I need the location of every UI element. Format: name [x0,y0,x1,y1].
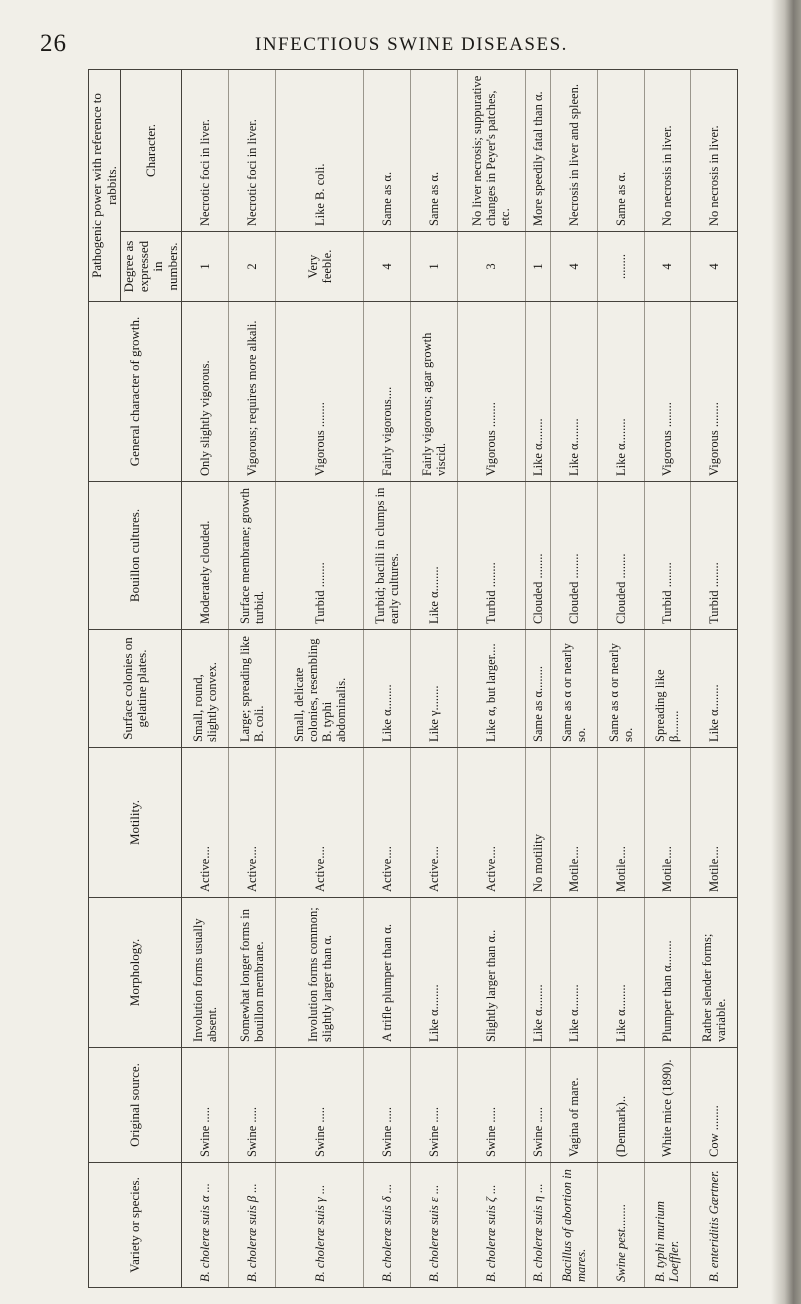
cell-degree: 4 [644,232,691,302]
cell-colonies: Like γ........ [411,630,458,748]
cell-variety: B. choleræ suis β ... [228,1163,275,1288]
cell-motility: Active.... [411,748,458,898]
cell-variety: Swine pest........ [597,1163,644,1288]
table-row [644,69,691,1287]
cell-character: More speedily fatal than α. [525,69,551,231]
cell-variety: B. choleræ suis ζ ... [457,1163,525,1288]
cell-colonies: Small, round, slightly convex. [182,630,229,748]
table-row [182,69,229,1287]
cell-colonies: Like α, but larger.... [457,630,525,748]
cell-degree: 2 [228,232,275,302]
cell-morphology: Involution forms usually absent. [182,898,229,1048]
cell-morphology: Slightly larger than α.. [457,898,525,1048]
cell-morphology: A trifle plumper than α. [364,898,411,1048]
cell-character: Same as α. [364,69,411,231]
cell-morphology: Like α........ [525,898,551,1048]
cell-degree: 1 [525,232,551,302]
cell-source: Vagina of mare. [551,1048,598,1163]
cell-growth: Fairly vigorous.... [364,302,411,482]
cell-morphology: Like α........ [597,898,644,1048]
cell-bouillon: Turbid ........ [457,482,525,630]
cell-variety: B. choleræ suis δ ... [364,1163,411,1288]
cell-growth: Like α........ [525,302,551,482]
cell-variety: B. typhi murium Loeffler. [644,1163,691,1288]
cell-growth: Like α........ [551,302,598,482]
comparison-table [88,69,738,1288]
table-row [525,69,551,1287]
cell-bouillon: Surface membrane; growth turbid. [228,482,275,630]
header-motility: Motility. [89,748,182,898]
cell-character: No liver necrosis; suppurative changes in Peyer's patches, etc. [457,69,525,231]
header-bouillon: Bouillon cultures. [89,482,182,630]
cell-character: Same as α. [597,69,644,231]
cell-degree: 4 [364,232,411,302]
cell-growth: Vigorous ........ [691,302,738,482]
header-morphology: Morphology. [89,898,182,1048]
cell-variety: B. choleræ suis η ... [525,1163,551,1288]
table-row [551,69,598,1287]
cell-source: Swine ..... [275,1048,364,1163]
cell-growth: Vigorous ........ [457,302,525,482]
cell-motility: Motile.... [597,748,644,898]
cell-character: Necrotic foci in liver. [182,69,229,231]
cell-character: No necrosis in liver. [691,69,738,231]
cell-morphology: Rather slender forms; variable. [691,898,738,1048]
table-row [411,69,458,1287]
cell-source: Cow ........ [691,1048,738,1163]
table-row [691,69,738,1287]
cell-colonies: Small, delicate colonies, resembling B. typhi abdominalis. [275,630,364,748]
header-degree: Degree as expressed in numbers. [121,232,182,302]
running-head: INFECTIOUS SWINE DISEASES. [255,34,568,55]
cell-character: Necrosis in liver and spleen. [551,69,598,231]
table-row [275,69,364,1287]
cell-variety: B. choleræ suis γ ... [275,1163,364,1288]
table-body [182,69,738,1287]
cell-motility: Motile.... [644,748,691,898]
cell-growth: Only slightly vigorous. [182,302,229,482]
cell-source: White mice (1890). [644,1048,691,1163]
cell-bouillon: Turbid ........ [691,482,738,630]
rotated-table-wrapper [88,70,738,1288]
cell-growth: Fairly vigorous; agar growth viscid. [411,302,458,482]
cell-motility: Active.... [275,748,364,898]
header-character: Character. [121,69,182,231]
table-container [88,70,738,1288]
cell-degree: 1 [182,232,229,302]
cell-motility: No motility [525,748,551,898]
header-pathogenic-group: Pathogenic power with reference to rabbits. [89,69,121,301]
cell-degree: ........ [597,232,644,302]
cell-morphology: Plumper than α........ [644,898,691,1048]
cell-variety: Bacillus of abortion in mares. [551,1163,598,1288]
header-colonies: Surface colonies on gelatine plates. [89,630,182,748]
cell-colonies: Same as α........ [525,630,551,748]
cell-character: No necrosis in liver. [644,69,691,231]
cell-source: Swine ..... [182,1048,229,1163]
cell-bouillon: Clouded ........ [597,482,644,630]
table-row [228,69,275,1287]
cell-colonies: Like α........ [364,630,411,748]
header-growth: General character of growth. [89,302,182,482]
cell-colonies: Like α........ [691,630,738,748]
cell-character: Like B. coli. [275,69,364,231]
cell-colonies: Spreading like β........ [644,630,691,748]
cell-bouillon: Turbid; bacilli in clumps in early cultures. [364,482,411,630]
cell-growth: Like α........ [597,302,644,482]
cell-growth: Vigorous; requires more alkali. [228,302,275,482]
cell-motility: Active.... [364,748,411,898]
cell-morphology: Involution forms common; slightly larger than α. [275,898,364,1048]
cell-morphology: Somewhat longer forms in bouillon membrane. [228,898,275,1048]
cell-bouillon: Like α........ [411,482,458,630]
cell-character: Same as α. [411,69,458,231]
cell-degree: 3 [457,232,525,302]
cell-variety: B. choleræ suis ε ... [411,1163,458,1288]
cell-motility: Active.... [457,748,525,898]
cell-source: Swine ..... [411,1048,458,1163]
cell-bouillon: Turbid ........ [644,482,691,630]
cell-motility: Active.... [228,748,275,898]
cell-motility: Motile.... [691,748,738,898]
cell-character: Necrotic foci in liver. [228,69,275,231]
cell-source: Swine ..... [228,1048,275,1163]
cell-bouillon: Clouded ........ [525,482,551,630]
cell-colonies: Same as α or nearly so. [597,630,644,748]
header-source: Original source. [89,1048,182,1163]
page-binding-edge [771,0,801,1304]
cell-morphology: Like α........ [551,898,598,1048]
cell-bouillon: Moderately clouded. [182,482,229,630]
cell-degree: Very feeble. [275,232,364,302]
cell-variety: B. enteriditis Gærtner. [691,1163,738,1288]
page-number: 26 [40,30,67,57]
cell-source: Swine ..... [525,1048,551,1163]
cell-degree: 1 [411,232,458,302]
cell-degree: 4 [691,232,738,302]
cell-bouillon: Clouded ........ [551,482,598,630]
cell-bouillon: Turbid ........ [275,482,364,630]
cell-colonies: Large; spreading like B. coli. [228,630,275,748]
cell-source: Swine ..... [457,1048,525,1163]
table-row [364,69,411,1287]
cell-degree: 4 [551,232,598,302]
cell-source: Swine ..... [364,1048,411,1163]
cell-motility: Active.... [182,748,229,898]
header-variety: Variety or species. [89,1163,182,1288]
cell-growth: Vigorous ........ [644,302,691,482]
cell-growth: Vigorous ........ [275,302,364,482]
table-row [597,69,644,1287]
cell-motility: Motile.... [551,748,598,898]
cell-source: (Denmark).. [597,1048,644,1163]
cell-morphology: Like α........ [411,898,458,1048]
cell-variety: B. choleræ suis α ... [182,1163,229,1288]
cell-colonies: Same as α or nearly so. [551,630,598,748]
table-row [457,69,525,1287]
